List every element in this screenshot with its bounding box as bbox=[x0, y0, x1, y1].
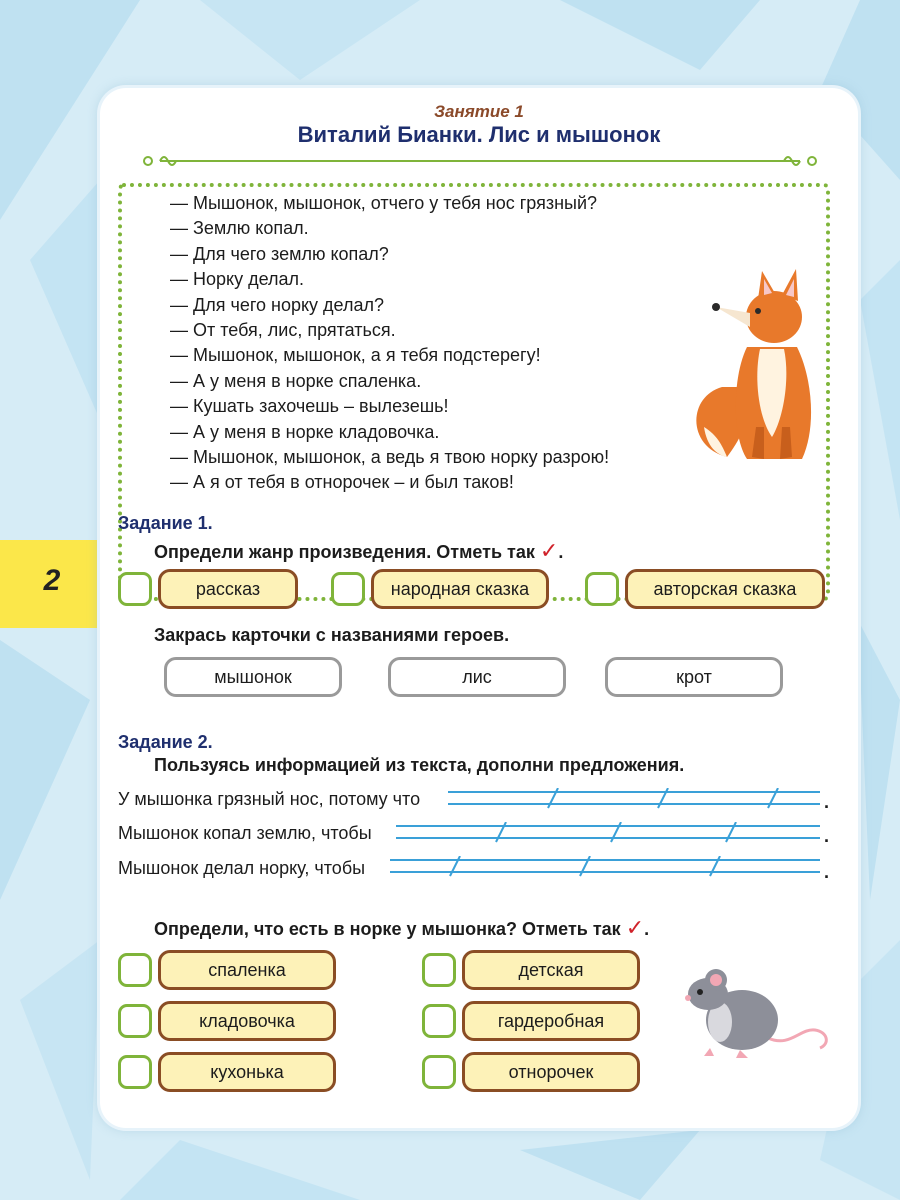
task2-question: Пользуясь информацией из текста, дополни предложения. bbox=[154, 755, 685, 775]
genre-option-3: авторская сказка bbox=[625, 569, 825, 609]
mouse-illustration bbox=[680, 968, 840, 1068]
story-line: — А у меня в норке кладовочка. bbox=[170, 421, 440, 442]
genre-option-2: народная сказка bbox=[371, 569, 549, 609]
task1-question bbox=[154, 538, 563, 564]
genre-checkbox-3[interactable] bbox=[585, 572, 619, 606]
lesson-label: Занятие 1 bbox=[434, 102, 524, 121]
story-line: — Кушать захочешь – вылезешь! bbox=[170, 396, 449, 417]
genre-checkbox-1[interactable] bbox=[118, 572, 152, 606]
story-line: — А у меня в норке спаленка. bbox=[170, 370, 422, 391]
task2-question2-end: . bbox=[644, 919, 650, 939]
answer-lines-3[interactable] bbox=[390, 856, 828, 886]
check-mark-icon: ✓ bbox=[539, 538, 559, 563]
room-option-1: спаленка bbox=[158, 950, 336, 990]
story-line: — От тебя, лис, прятаться. bbox=[170, 320, 396, 340]
story-line: — Мышонок, мышонок, а ведь я твою норку разрою! bbox=[170, 447, 610, 467]
page-number: 2 bbox=[43, 564, 61, 597]
hero-card-2[interactable]: лис bbox=[388, 657, 566, 697]
answer-lines-1[interactable] bbox=[448, 788, 828, 818]
story-line: — Мышонок, мышонок, отчего у тебя нос грязный? bbox=[170, 193, 598, 213]
room-option-5: гардеробная bbox=[462, 1001, 640, 1041]
sentence-2-end: . bbox=[824, 826, 830, 846]
heroes-question: Закрась карточки с названиями героев. bbox=[154, 625, 510, 645]
sentence-3-label: Мышонок делал норку, чтобы bbox=[118, 858, 366, 878]
task2-question2 bbox=[154, 915, 649, 941]
story-line: — А я от тебя в отнорочек – и был таков! bbox=[170, 472, 514, 493]
room-option-2: кладовочка bbox=[158, 1001, 336, 1041]
genre-option-1: рассказ bbox=[158, 569, 298, 609]
sentence-3-end: . bbox=[824, 862, 830, 882]
room-checkbox-5[interactable] bbox=[422, 1004, 456, 1038]
room-option-3: кухонька bbox=[158, 1052, 336, 1092]
page-title: Виталий Бианки. Лис и мышонок bbox=[297, 122, 661, 147]
worksheet-card bbox=[100, 88, 858, 1128]
page-number-tab bbox=[0, 540, 104, 628]
story-line: — Для чего землю копал? bbox=[170, 243, 389, 264]
check-mark-icon-2: ✓ bbox=[625, 915, 645, 940]
task2-question2-text: Определи, что есть в норке у мышонка? Отметь так bbox=[154, 919, 621, 939]
story-line: — Для чего норку делал? bbox=[170, 294, 384, 315]
task2-title: Задание 2. bbox=[118, 732, 213, 752]
answer-lines-2[interactable] bbox=[396, 822, 828, 852]
sentence-1-end: . bbox=[824, 792, 830, 812]
room-checkbox-1[interactable] bbox=[118, 953, 152, 987]
task1-question-end: . bbox=[558, 542, 564, 562]
sentence-1-label: У мышонка грязный нос, потому что bbox=[118, 789, 421, 809]
hero-card-3[interactable]: крот bbox=[605, 657, 783, 697]
hero-card-1[interactable]: мышонок bbox=[164, 657, 342, 697]
story-line: — Норку делал. bbox=[170, 269, 305, 290]
room-checkbox-4[interactable] bbox=[422, 953, 456, 987]
room-checkbox-2[interactable] bbox=[118, 1004, 152, 1038]
task1-title: Задание 1. bbox=[118, 513, 213, 533]
story-line: — Мышонок, мышонок, а я тебя подстерегу! bbox=[170, 345, 541, 366]
sentence-2-label: Мышонок копал землю, чтобы bbox=[118, 823, 372, 843]
room-option-6: отнорочек bbox=[462, 1052, 640, 1092]
room-option-4: детская bbox=[462, 950, 640, 990]
story-line: — Землю копал. bbox=[170, 218, 309, 239]
fox-illustration bbox=[692, 267, 832, 467]
ornament-divider bbox=[140, 152, 820, 170]
genre-checkbox-2[interactable] bbox=[331, 572, 365, 606]
room-checkbox-3[interactable] bbox=[118, 1055, 152, 1089]
task1-question-text: Определи жанр произведения. Отметь так bbox=[154, 542, 535, 562]
room-checkbox-6[interactable] bbox=[422, 1055, 456, 1089]
